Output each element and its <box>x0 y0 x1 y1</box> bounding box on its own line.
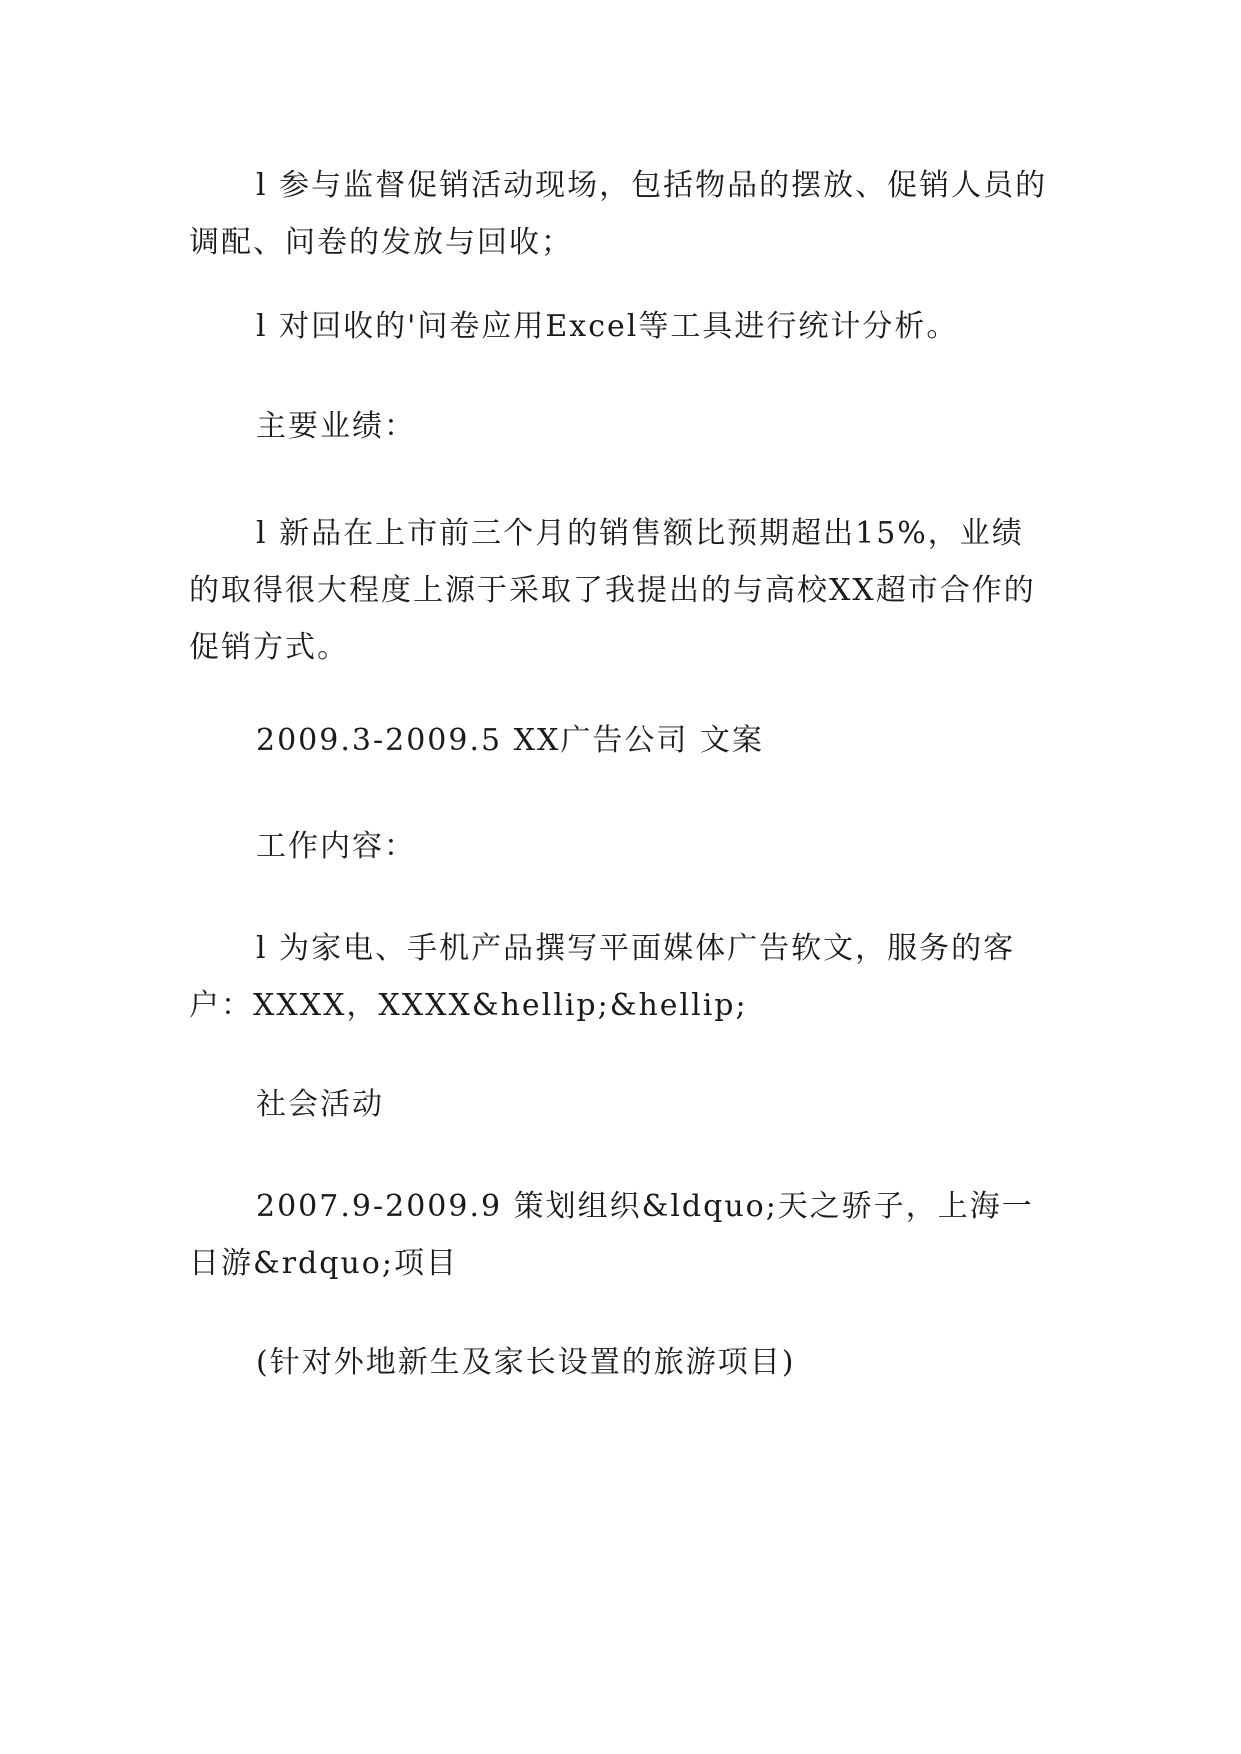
activity-note-tour-project: (针对外地新生及家长设置的旅游项目) <box>256 1345 796 1380</box>
heading-main-achievements: 主要业绩： <box>256 409 416 444</box>
paragraph-promotion-supervision: l 参与监督促销活动现场，包括物品的摆放、促销人员的调配、问卷的发放与回收； <box>189 168 1048 260</box>
heading-work-content: 工作内容： <box>256 829 416 864</box>
activity-entry-shanghai-tour: 2007.9-2009.9 策划组织&ldquo;天之骄子，上海一日游&rdquo;项目 <box>189 1189 1034 1281</box>
job-entry-ad-company: 2009.3-2009.5 XX广告公司 文案 <box>256 723 764 758</box>
paragraph-copywriting: l 为家电、手机产品撰写平面媒体广告软文，服务的客户：XXXX，XXXX&hellip;&hellip; <box>189 931 1016 1023</box>
heading-social-activities: 社会活动 <box>256 1087 384 1122</box>
paragraph-questionnaire-analysis: l 对回收的'问卷应用Excel等工具进行统计分析。 <box>256 309 959 344</box>
paragraph-sales-achievement: l 新品在上市前三个月的销售额比预期超出15%，业绩的取得很大程度上源于采取了我提出的与高校XX超市合作的促销方式。 <box>189 516 1036 665</box>
